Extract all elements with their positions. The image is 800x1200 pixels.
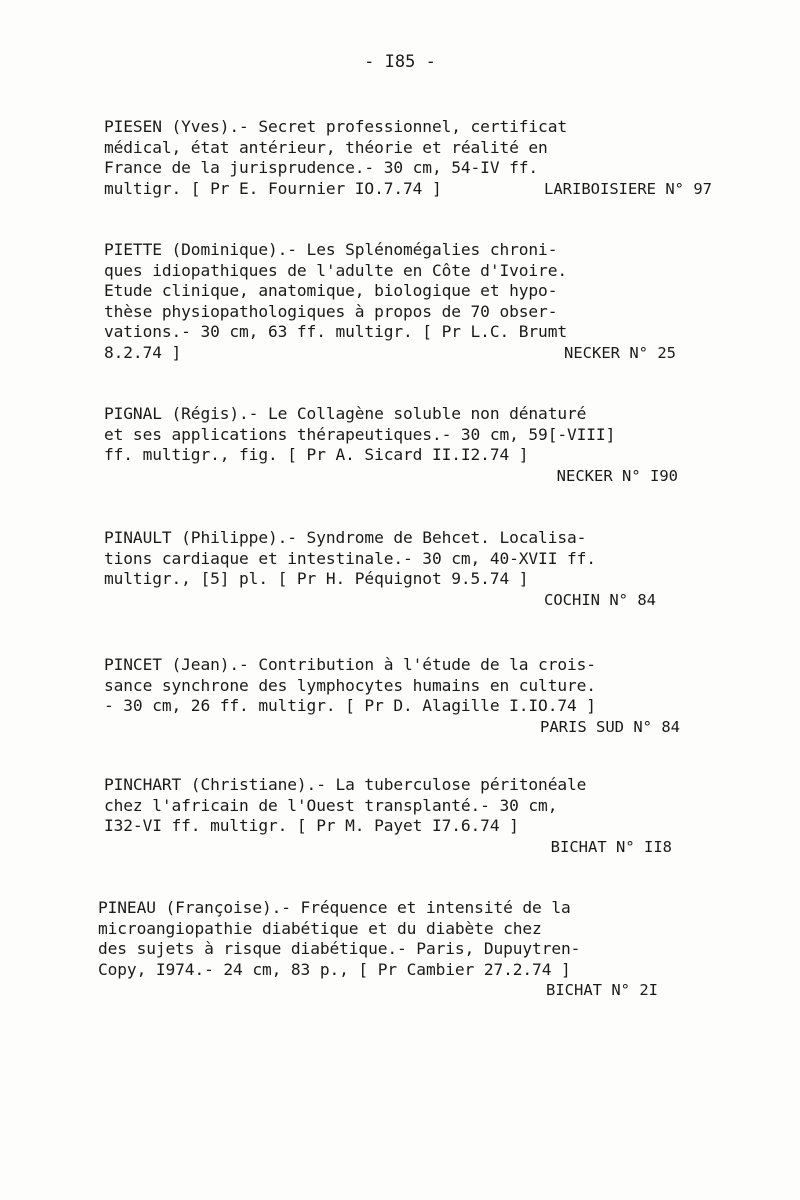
entry-line: I32-VI ff. multigr. [ Pr M. Payet I7.6.74 ] <box>104 816 519 835</box>
entry-last-row <box>104 343 704 364</box>
bibliography-entry-pincet <box>104 655 704 737</box>
entry-line: multigr. [ Pr E. Fournier IO.7.74 ] <box>104 178 442 198</box>
entry-line: 8.2.74 ] <box>104 342 182 362</box>
bibliography-entry-piesen <box>104 117 712 199</box>
entry-line: et ses applications thérapeutiques.- 30 cm, 59[-VIII] <box>104 424 616 444</box>
entry-line: Copy, I974.- 24 cm, 83 p., [ Pr Cambier 27.2.74 ] <box>98 959 571 979</box>
entry-line: médical, état antérieur, théorie et réalité en <box>104 137 548 157</box>
bibliography-entry-pinchart <box>104 775 704 857</box>
entry-location: BICHAT N° 2I <box>546 981 658 999</box>
entry-line: - 30 cm, 26 ff. multigr. [ Pr D. Alagille I.IO.74 ] <box>104 696 596 715</box>
entry-line: chez l'africain de l'Ouest transplanté.- 30 cm, <box>104 795 558 815</box>
entry-line: ff. multigr., fig. [ Pr A. Sicard II.I2.74 ] <box>104 445 529 464</box>
entry-line: tions cardiaque et intestinale.- 30 cm, 40-XVII ff. <box>104 548 596 568</box>
page-number: - I85 - <box>364 52 436 72</box>
entry-location: COCHIN N° 84 <box>544 590 656 609</box>
entry-line: PIESEN (Yves).- Secret professionnel, certificat <box>104 117 567 136</box>
bibliography-entry-pignal <box>104 404 704 486</box>
entry-last-row <box>104 178 712 200</box>
bibliography-entry-piette <box>104 240 704 363</box>
entry-line: sance synchrone des lymphocytes humains en culture. <box>104 675 596 695</box>
bibliography-entry-pineau <box>98 898 698 1001</box>
entry-location: BICHAT N° II8 <box>550 837 672 856</box>
entry-line: France de la jurisprudence.- 30 cm, 54-IV ff. <box>104 158 539 177</box>
entry-location: NECKER N° 25 <box>564 343 676 362</box>
entry-line: multigr., [5] pl. [ Pr H. Péquignot 9.5.74 ] <box>104 569 529 588</box>
entry-line: Etude clinique, anatomique, biologique et hypo- <box>104 281 558 300</box>
entry-line: PINCET (Jean).- Contribution à l'étude de la crois- <box>104 655 596 674</box>
entry-line: vations.- 30 cm, 63 ff. multigr. [ Pr L.C. Brumt <box>104 322 567 341</box>
entry-line: PINEAU (Françoise).- Fréquence et intensité de la <box>98 898 571 917</box>
bibliography-entry-pinault <box>104 528 704 610</box>
entry-line: des sujets à risque diabétique.- Paris, Dupuytren- <box>98 939 581 958</box>
entry-line: PINAULT (Philippe).- Syndrome de Behcet. Localisa- <box>104 528 587 547</box>
entry-line: PIETTE (Dominique).- Les Splénomégalies chroni- <box>104 240 558 259</box>
entry-line: PINCHART (Christiane).- La tuberculose péritonéale <box>104 775 587 794</box>
entry-line: microangiopathie diabétique et du diabète chez <box>98 918 542 938</box>
entry-line: PIGNAL (Régis).- Le Collagène soluble non dénaturé <box>104 404 587 423</box>
entry-location: NECKER N° I90 <box>556 466 678 485</box>
entry-line: ques idiopathiques de l'adulte en Côte d'Ivoire. <box>104 260 567 280</box>
entry-location: PARIS SUD N° 84 <box>540 717 680 736</box>
entry-location: LARIBOISIERE N° 97 <box>544 179 712 198</box>
entry-line: thèse physiopathologiques à propos de 70 obser- <box>104 301 558 321</box>
